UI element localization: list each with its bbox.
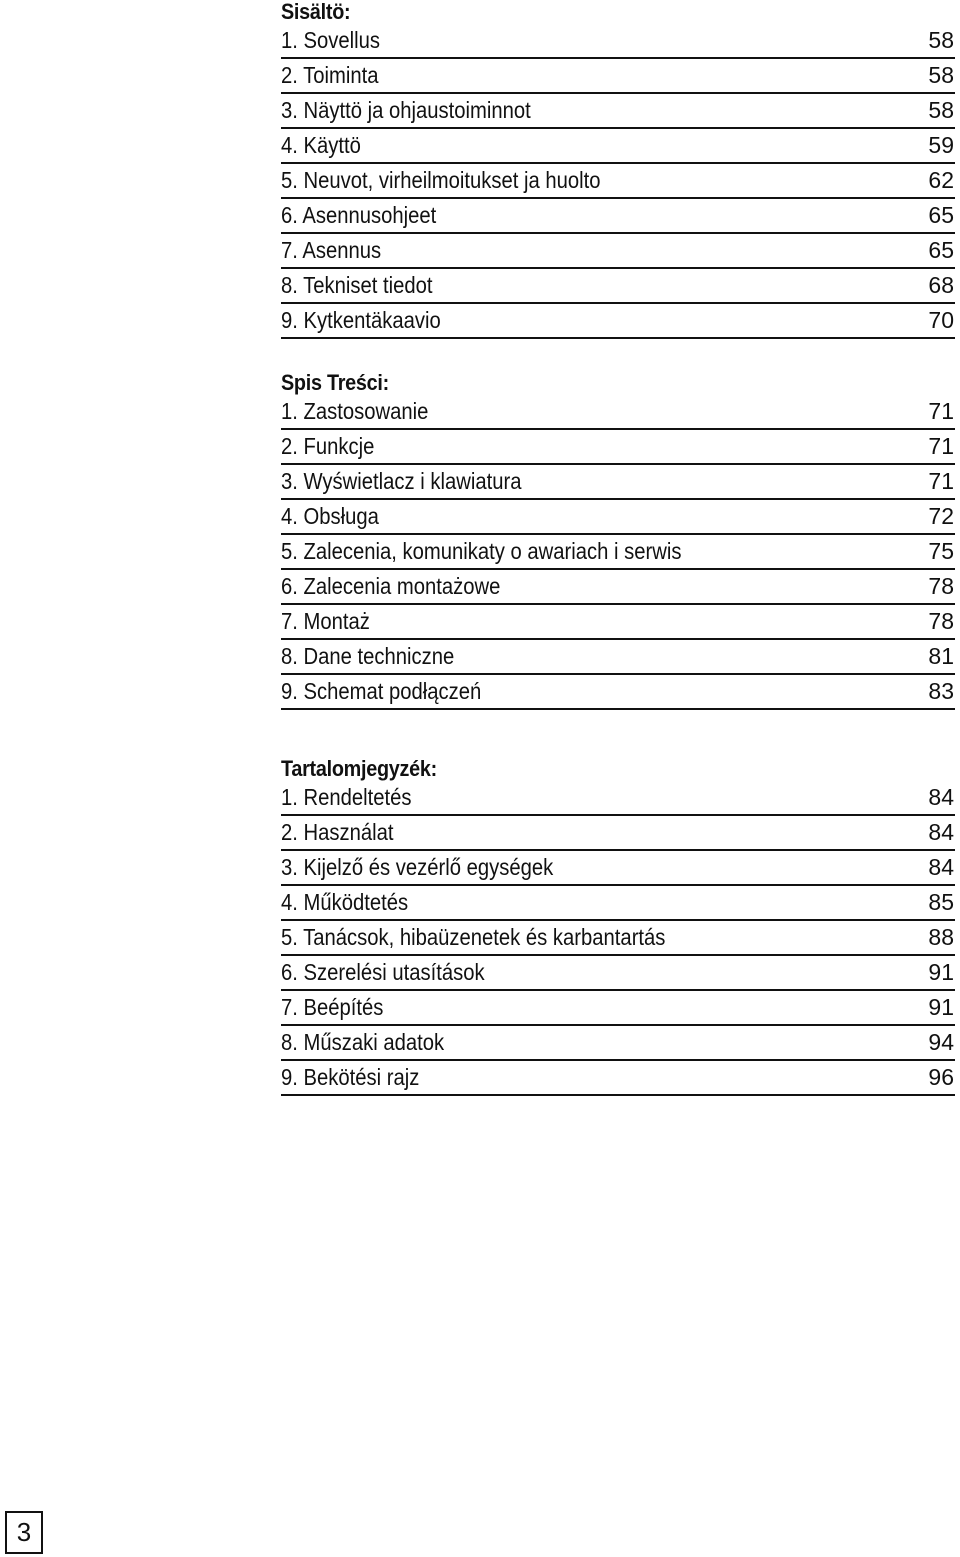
toc-entry[interactable] <box>281 991 955 1026</box>
toc-entry-page: 71 <box>928 398 954 424</box>
section-heading: Sisältö: <box>281 0 351 24</box>
toc-entry-page: 96 <box>928 1064 954 1090</box>
toc-entry-page: 58 <box>928 97 954 123</box>
toc-entry-page: 65 <box>928 237 954 263</box>
toc-entry-page: 85 <box>928 889 954 915</box>
toc-entry-page: 62 <box>928 167 954 193</box>
toc-entry-title: 1. Zastosowanie <box>281 398 429 424</box>
toc-entry-title: 5. Tanácsok, hibaüzenetek és karbantartás <box>281 924 666 950</box>
toc-entry-page: 91 <box>928 994 954 1020</box>
toc-entry-title: 7. Asennus <box>281 237 382 263</box>
toc-entry[interactable] <box>281 164 955 199</box>
toc-entry-title: 9. Schemat podłączeń <box>281 678 482 704</box>
toc-entry-title: 4. Obsługa <box>281 503 379 529</box>
toc-entry-page: 78 <box>928 608 954 634</box>
toc-entry-title: 9. Kytkentäkaavio <box>281 307 441 333</box>
toc-entry-page: 72 <box>928 503 954 529</box>
toc-entry[interactable] <box>281 640 955 675</box>
section-heading: Tartalomjegyzék: <box>281 756 437 781</box>
toc-entry[interactable] <box>281 269 955 304</box>
toc-entry[interactable] <box>281 129 955 164</box>
toc-entry[interactable] <box>281 59 955 94</box>
toc-entry-title: 7. Beépítés <box>281 994 384 1020</box>
section-heading: Spis Treści: <box>281 370 389 395</box>
toc-entry-title: 1. Rendeltetés <box>281 784 412 810</box>
toc-entry-page: 65 <box>928 202 954 228</box>
toc-entry-title: 5. Zalecenia, komunikaty o awariach i serwis <box>281 538 682 564</box>
toc-entry[interactable] <box>281 1026 955 1061</box>
page-number: 3 <box>5 1511 43 1554</box>
toc-entry[interactable] <box>281 921 955 956</box>
toc-entry-title: 8. Dane techniczne <box>281 643 455 669</box>
toc-entry-title: 2. Toiminta <box>281 62 379 88</box>
toc-entry[interactable] <box>281 605 955 640</box>
toc-entry[interactable] <box>281 886 955 921</box>
toc-entry[interactable] <box>281 500 955 535</box>
toc-entry[interactable] <box>281 851 955 886</box>
toc-section <box>281 757 955 1096</box>
toc-entry-title: 2. Használat <box>281 819 394 845</box>
toc-entry-page: 70 <box>928 307 954 333</box>
toc-entry-title: 5. Neuvot, virheilmoitukset ja huolto <box>281 167 601 193</box>
toc-entry-page: 59 <box>928 132 954 158</box>
toc-entry-page: 91 <box>928 959 954 985</box>
toc-entry-title: 4. Működtetés <box>281 889 409 915</box>
toc-entry-title: 8. Műszaki adatok <box>281 1029 445 1055</box>
toc-entry[interactable] <box>281 1061 955 1096</box>
toc-entry-title: 9. Bekötési rajz <box>281 1064 420 1090</box>
toc-entry[interactable] <box>281 570 955 605</box>
toc-entry-page: 71 <box>928 433 954 459</box>
toc-entry-page: 58 <box>928 62 954 88</box>
toc-entry-title: 3. Wyświetlacz i klawiatura <box>281 468 522 494</box>
toc-entry[interactable] <box>281 956 955 991</box>
toc-entry[interactable] <box>281 816 955 851</box>
toc-entry-title: 3. Näyttö ja ohjaustoiminnot <box>281 97 531 123</box>
toc-entry-page: 84 <box>928 854 954 880</box>
toc-entry-page: 78 <box>928 573 954 599</box>
toc-entry-title: 6. Szerelési utasítások <box>281 959 485 985</box>
toc-entry[interactable] <box>281 430 955 465</box>
toc-entry[interactable] <box>281 465 955 500</box>
toc-entry-title: 1. Sovellus <box>281 27 381 53</box>
toc-entry-title: 2. Funkcje <box>281 433 375 459</box>
toc-entry-title: 8. Tekniset tiedot <box>281 272 433 298</box>
toc-section <box>281 0 955 339</box>
toc-entry[interactable] <box>281 395 955 430</box>
toc-entry[interactable] <box>281 675 955 710</box>
toc-entry-page: 84 <box>928 784 954 810</box>
toc-entry-page: 83 <box>928 678 954 704</box>
toc-section <box>281 371 955 710</box>
toc-entry-title: 7. Montaż <box>281 608 370 634</box>
toc-entry-title: 6. Zalecenia montażowe <box>281 573 501 599</box>
toc-entry[interactable] <box>281 304 955 339</box>
toc-entry[interactable] <box>281 199 955 234</box>
toc-entry-page: 84 <box>928 819 954 845</box>
toc-entry[interactable] <box>281 781 955 816</box>
toc-entry[interactable] <box>281 94 955 129</box>
toc-entry[interactable] <box>281 24 955 59</box>
toc-entry-page: 81 <box>928 643 954 669</box>
toc-entry-page: 88 <box>928 924 954 950</box>
toc-entry-page: 75 <box>928 538 954 564</box>
toc-entry-page: 71 <box>928 468 954 494</box>
toc-entry-title: 4. Käyttö <box>281 132 361 158</box>
toc-entry[interactable] <box>281 234 955 269</box>
toc-entry-title: 3. Kijelző és vezérlő egységek <box>281 854 554 880</box>
toc-entry[interactable] <box>281 535 955 570</box>
toc-entry-page: 58 <box>928 27 954 53</box>
toc-entry-page: 94 <box>928 1029 954 1055</box>
toc-entry-title: 6. Asennusohjeet <box>281 202 437 228</box>
toc-entry-page: 68 <box>928 272 954 298</box>
